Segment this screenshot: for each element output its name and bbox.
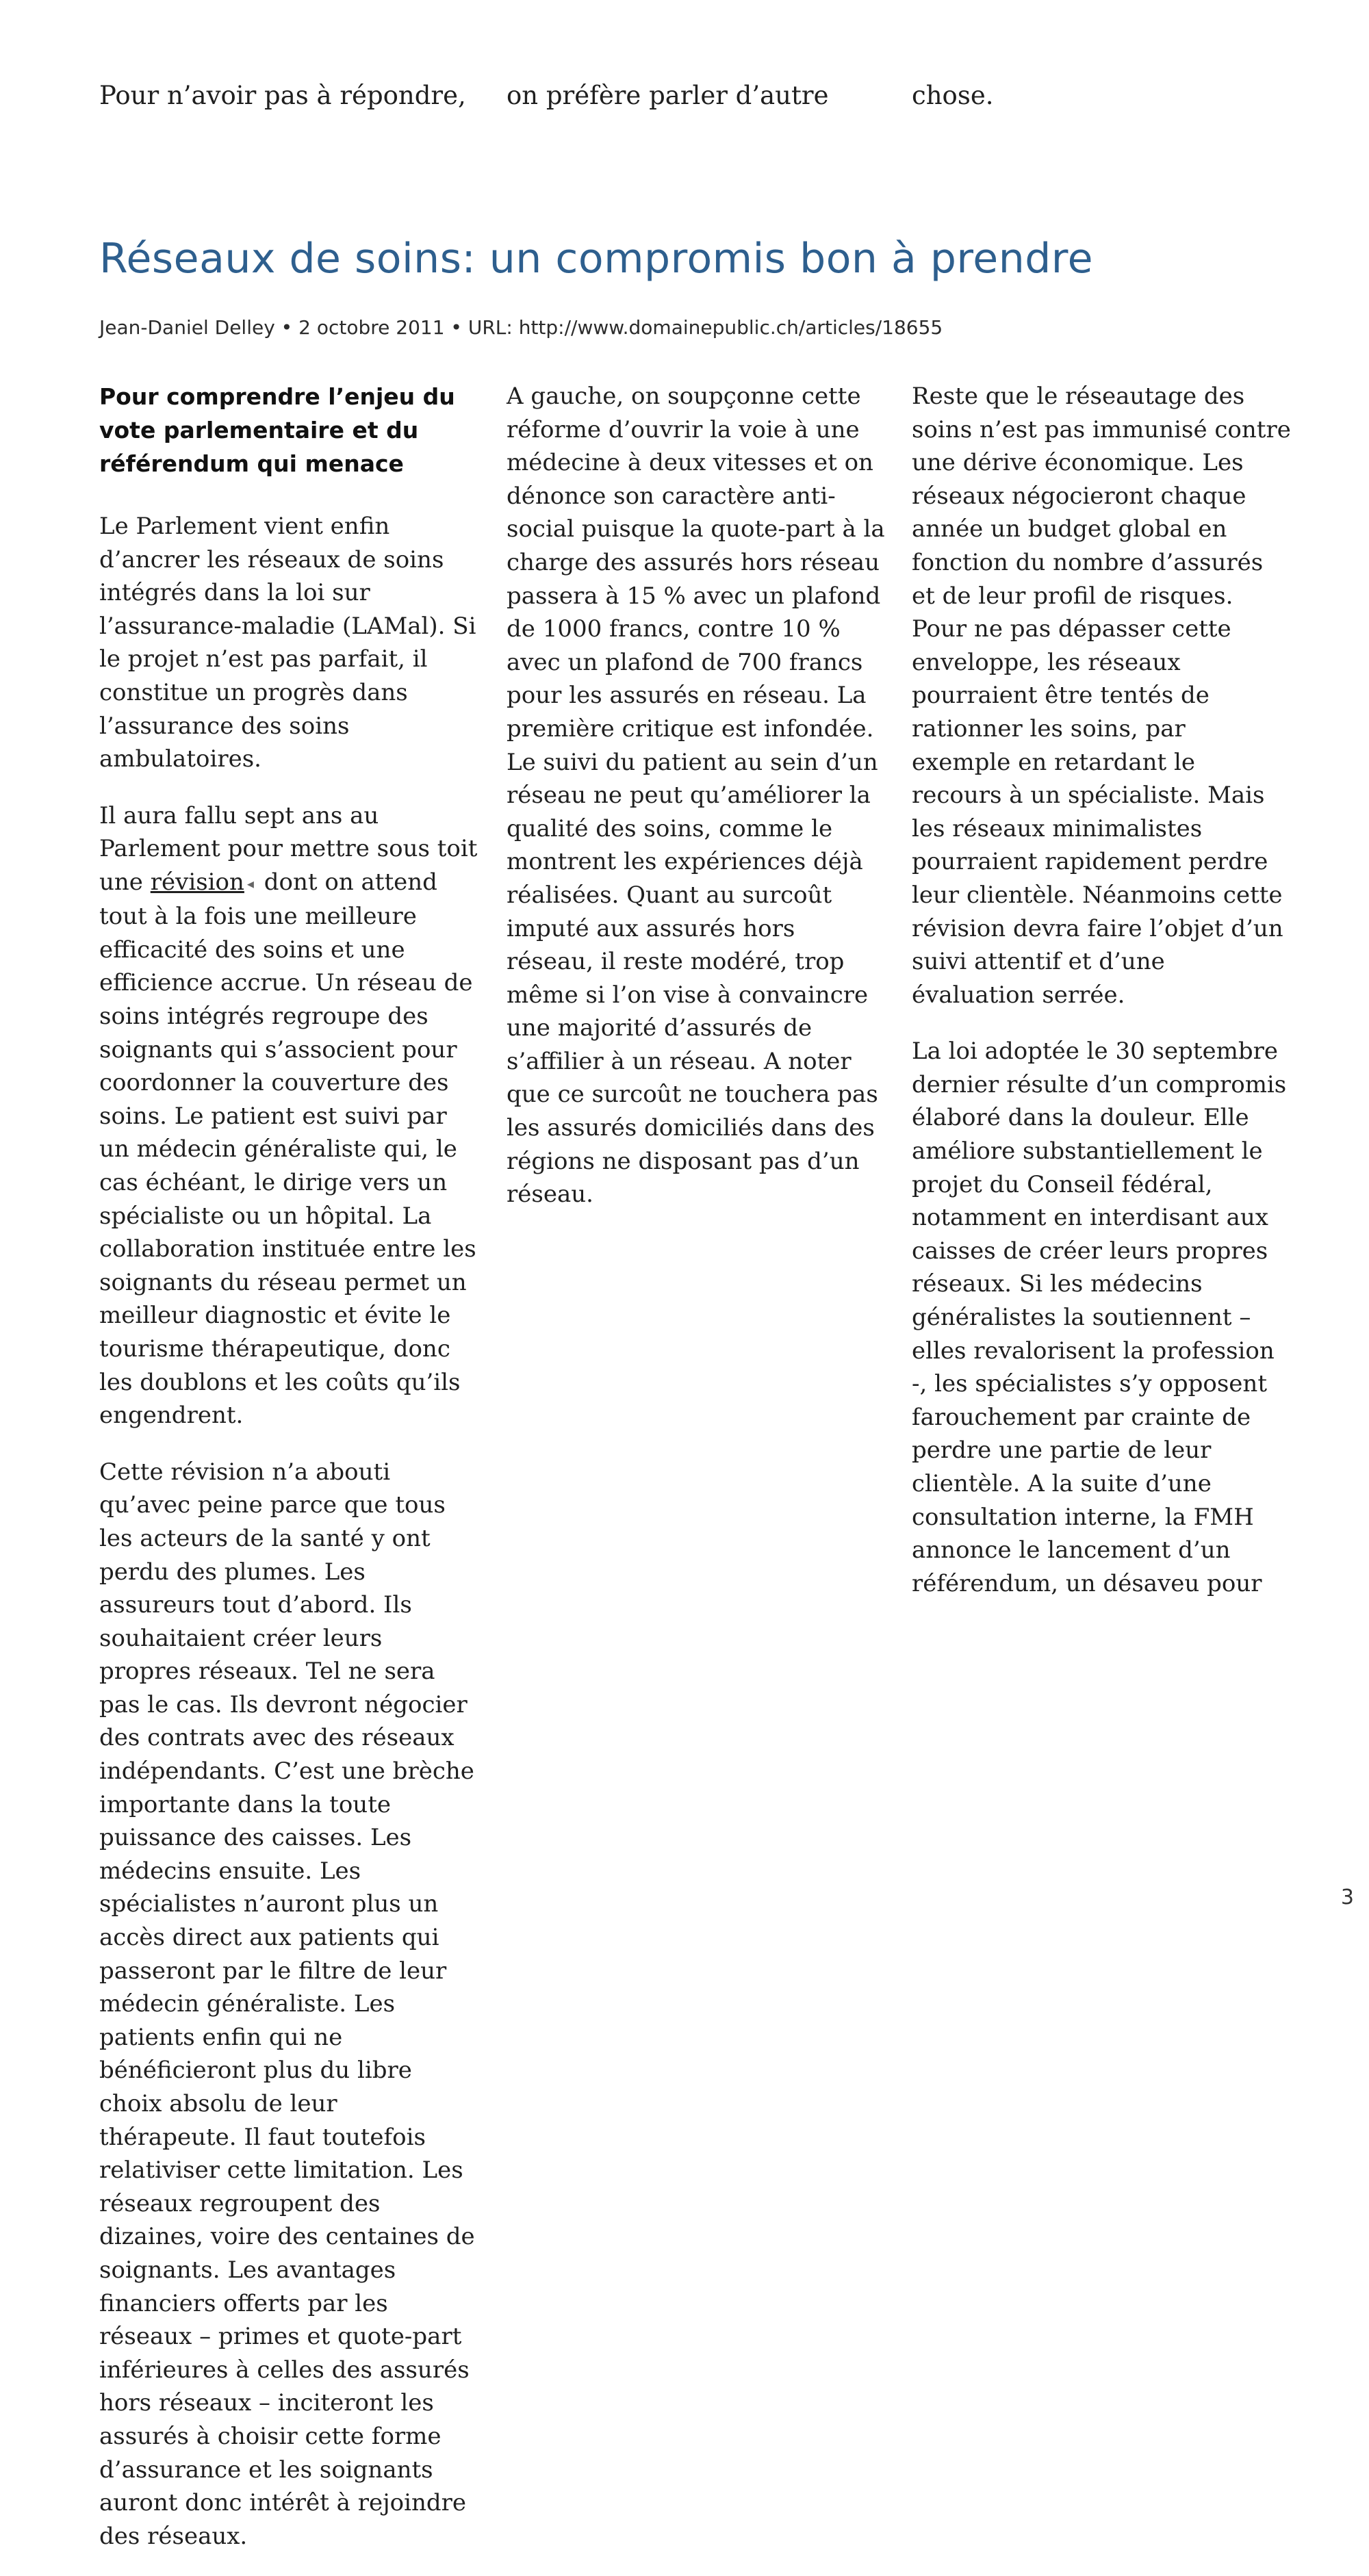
paragraph-1: Le Parlement vient enfin d’ancrer les réseaux de soins intégrés dans la loi sur l’assurance-maladie (LAMal). Si le projet n’est pas parfait, il constitue un progrès dans l’assurance des soins ambulatoires. [99,513,476,773]
article-byline: Jean-Daniel Delley • 2 octobre 2011 • URL: http://www.domainepublic.ch/articles/18655 [99,316,943,339]
paragraph-6: La loi adoptée le 30 septembre dernier résulte d’un compromis élaboré dans la douleur. Elle améliore substantiellement le projet du Conseil fédéral, notamment en interdisant aux caisses de créer leurs propres réseaux. Si les médecins généralistes la soutiennent – elles revalorisent la profession -, les spécialistes s’y opposent farouchement par crainte de perdre une partie de leur clientèle. A la suite d’une consultation interne, la FMH annonce le lancement d’un référendum, un désaveu pour [912,1038,1287,1597]
article-lead: Pour comprendre l’enjeu du vote parlementaire et du référendum qui menace [99,383,455,477]
paragraph-4: A gauche, on soupçonne cette réforme d’ouvrir la voie à une médecine à deux vitesses et on dénonce son caractère anti-social puisque la quote-part à la charge des assurés hors réseau passera à 15 % avec un plafond de 1000 francs, contre 10 % avec un plafond de 700 francs pour les assurés en réseau. La première critique est infondée. Le suivi du patient au sein d’un réseau ne peut qu’améliorer la qualité des soins, comme le montrent les expériences déjà réalisées. Quant au surcoût imputé aux assurés hors réseau, il reste modéré, trop même si l’on vise à convaincre une majorité d’assurés de s’affilier à un réseau. A noter que ce surcoût ne touchera pas les assurés domiciliés dans des régions ne disposant pas d’un réseau. [507,383,885,1209]
article-column-2 [507,380,886,1235]
paragraph-2-start: Il aura fallu sept ans au Parlement pour mettre sous toit une [99,801,478,896]
top-line-part-2: on préfère parler d’autre [507,81,829,110]
revision-link[interactable]: révision [150,868,244,896]
top-line-part-1: Pour n’avoir pas à répondre, [99,81,466,110]
page-number: 3 [1340,1885,1354,1909]
article-title: Réseaux de soins: un compromis bon à prendre [99,235,1094,283]
external-link-icon: ◂ [246,875,254,892]
article-column-1 [99,380,479,2576]
paragraph-2-end: dont on attend tout à la fois une meilleure efficacité des soins et une efficience accrue. Un réseau de soins intégrés regroupe des soignants qui s’associent pour coordonner la couverture des soins. Le patient est suivi par un médecin généraliste qui, le cas échéant, le dirige vers un spécialiste ou un hôpital. La collaboration instituée entre les soignants du réseau permet un meilleur diagnostic et évite le tourisme thérapeutique, donc les doublons et les coûts qu’ils engendrent. [99,868,476,1430]
article-column-3 [912,380,1292,1623]
paragraph-3: Cette révision n’a abouti qu’avec peine parce que tous les acteurs de la santé y ont perdu des plumes. Les assureurs tout d’abord. Ils souhaitaient créer leurs propres réseaux. Tel ne sera pas le cas. Ils devront négocier des contrats avec des réseaux indépendants. C’est une brèche importante dans la toute puissance des caisses. Les médecins ensuite. Les spécialistes n’auront plus un accès direct aux patients qui passeront par le filtre de leur médecin généraliste. Les patients enfin qui ne bénéficieront plus du libre choix absolu de leur thérapeute. Il faut toutefois relativiser cette limitation. Les réseaux regroupent des dizaines, voire des centaines de soignants. Les avantages financiers offerts par les réseaux – primes et quote-part inférieures à celles des assurés hors réseaux – inciteront les assurés à choisir cette forme d’assurance et les soignants auront donc intérêt à rejoindre des réseaux. [99,1458,475,2550]
paragraph-5: Reste que le réseautage des soins n’est pas immunisé contre une dérive économique. Les réseaux négocieront chaque année un budget global en fonction du nombre d’assurés et de leur profil de risques. Pour ne pas dépasser cette enveloppe, les réseaux pourraient être tentés de rationner les soins, par exemple en retardant le recours à un spécialiste. Mais les réseaux minimalistes pourraient rapidement perdre leur clientèle. Néanmoins cette révision devra faire l’objet d’un suivi attentif et d’une évaluation serrée. [912,383,1291,1009]
top-line-part-3: chose. [912,81,994,110]
paragraph-2 [99,799,479,1432]
previous-article-end [0,81,1369,115]
